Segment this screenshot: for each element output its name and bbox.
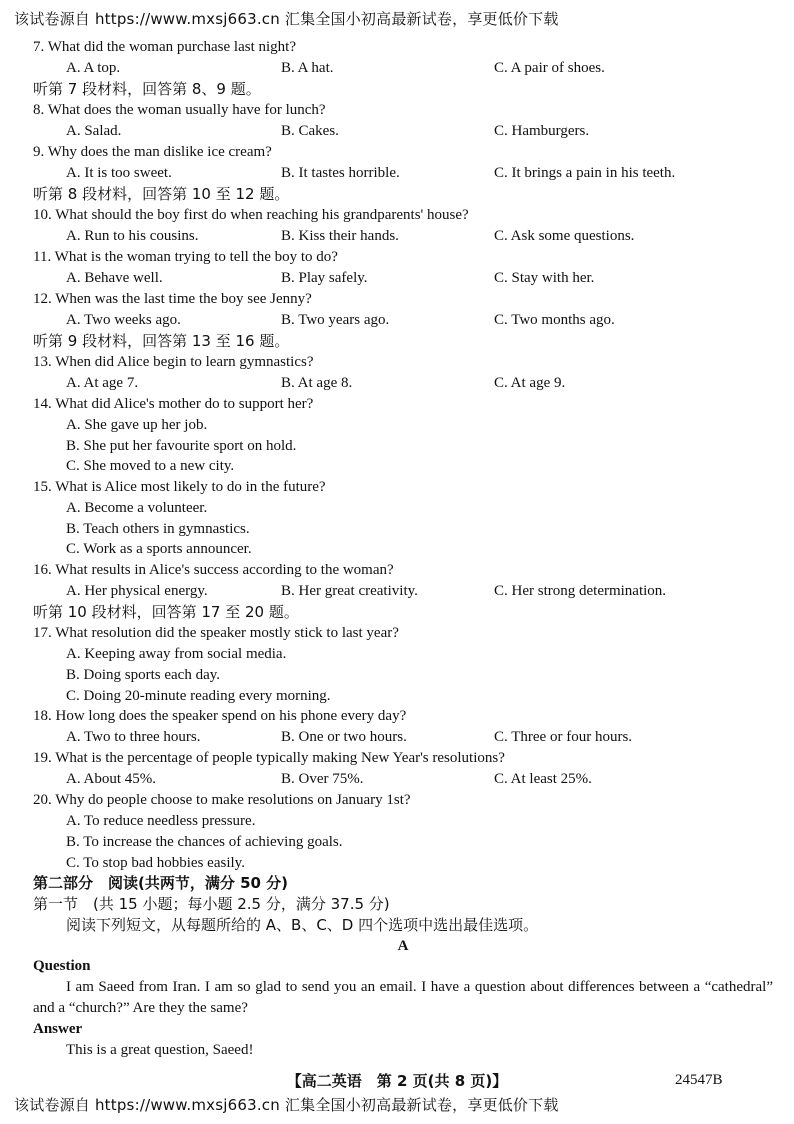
section-10-heading: 听第 10 段材料，回答第 17 至 20 题。 [33,603,299,622]
option-c: C. At least 25%. [494,771,592,788]
question-label: Question [33,958,91,975]
option-a: A. About 45%. [66,771,156,788]
option-a: A. Two weeks ago. [66,312,181,328]
option-a: A. Run to his cousins. [66,228,199,244]
option-c: C. Her strong determination. [494,583,667,600]
question-18-stem: 18. How long does the speaker spend on his phone every day? [33,708,407,725]
option-b: B. Her great creativity. [281,583,418,600]
question-20-option-a: A. To reduce needless pressure. [66,813,256,830]
option-a: A. Two to three hours. [66,729,201,746]
page-footer: 【高二英语 第 2 页(共 8 页)】 [286,1072,508,1090]
question-14-option-a: A. She gave up her job. [66,417,208,433]
paper-code: 24547B [675,1072,723,1088]
option-c: C. Hamburgers. [494,123,590,139]
question-7-options [33,58,773,79]
watermark-top: 该试卷源自 https://www.mxsj663.cn 汇集全国小初高最新试卷，享更低价下载 [14,10,559,28]
option-c: C. Stay with her. [494,270,595,286]
question-14-option-b: B. She put her favourite sport on hold. [66,437,297,454]
question-19-options [33,769,773,790]
question-20-option-c: C. To stop bad hobbies easily. [66,854,245,871]
option-b: B. A hat. [281,60,334,76]
question-20-option-b: B. To increase the chances of achieving goals. [66,833,343,850]
option-b: B. Over 75%. [281,771,364,788]
option-a: A. Behave well. [66,270,163,286]
reading-instruction: 阅读下列短文，从每题所给的 A、B、C、D 四个选项中选出最佳选项。 [66,916,539,935]
option-a: A. A top. [66,60,121,76]
part-two-heading: 第二部分 阅读(共两节，满分 50 分) [33,874,289,893]
question-9-stem: 9. Why does the man dislike ice cream? [33,144,272,160]
option-c: C. Ask some questions. [494,228,635,244]
option-c: C. Two months ago. [494,312,615,328]
option-b: B. Cakes. [281,123,339,139]
question-15-option-c: C. Work as a sports announcer. [66,541,252,558]
question-8-options [33,121,773,142]
option-c: C. It brings a pain in his teeth. [494,165,676,181]
question-16-options [33,581,773,602]
option-c: C. At age 9. [494,375,566,391]
section-8-heading: 听第 8 段材料，回答第 10 至 12 题。 [33,185,290,203]
question-11-options [33,268,773,289]
option-b: B. Kiss their hands. [281,228,399,244]
answer-label: Answer [33,1021,83,1038]
option-c: C. A pair of shoes. [494,60,605,76]
question-12-stem: 12. When was the last time the boy see Jenny? [33,291,312,307]
option-b: B. Play safely. [281,270,368,286]
question-20-stem: 20. Why do people choose to make resolutions on January 1st? [33,792,411,809]
option-a: A. It is too sweet. [66,165,172,181]
question-11-stem: 11. What is the woman trying to tell the boy to do? [33,249,338,265]
question-17-option-c: C. Doing 20-minute reading every morning. [66,687,331,704]
option-a: A. At age 7. [66,375,139,391]
question-15-option-a: A. Become a volunteer. [66,500,208,517]
question-paragraph: I am Saeed from Iran. I am so glad to send you an email. I have a question about differences between a “cathedral” and a “church?” Are they the same? [33,979,773,1017]
option-b: B. It tastes horrible. [281,165,400,181]
answer-paragraph: This is a great question, Saeed! [66,1042,254,1059]
option-c: C. Three or four hours. [494,729,633,746]
question-15-option-b: B. Teach others in gymnastics. [66,520,250,537]
question-8-stem: 8. What does the woman usually have for lunch? [33,102,326,118]
section-7-heading: 听第 7 段材料，回答第 8、9 题。 [33,80,261,98]
question-19-stem: 19. What is the percentage of people typically making New Year's resolutions? [33,750,505,767]
question-10-options [33,226,773,247]
question-10-stem: 10. What should the boy first do when reaching his grandparents' house? [33,207,469,223]
question-18-options [33,727,773,748]
question-17-option-b: B. Doing sports each day. [66,666,220,683]
section-9-heading: 听第 9 段材料，回答第 13 至 16 题。 [33,332,290,350]
passage-letter: A [397,938,409,955]
question-17-stem: 17. What resolution did the speaker mostly stick to last year? [33,625,399,642]
question-12-options [33,310,773,331]
question-15-stem: 15. What is Alice most likely to do in the future? [33,479,326,496]
question-13-options [33,373,773,394]
option-b: B. At age 8. [281,375,353,391]
question-17-option-a: A. Keeping away from social media. [66,646,287,663]
question-7-stem: 7. What did the woman purchase last night? [33,39,296,55]
question-9-options [33,163,773,184]
option-b: B. One or two hours. [281,729,407,746]
question-14-option-c: C. She moved to a new city. [66,458,235,475]
question-13-stem: 13. When did Alice begin to learn gymnastics? [33,354,314,370]
option-a: A. Salad. [66,123,122,139]
option-b: B. Two years ago. [281,312,390,328]
question-16-stem: 16. What results in Alice's success according to the woman? [33,562,394,579]
section-one-heading: 第一节 (共 15 小题；每小题 2.5 分，满分 37.5 分) [33,895,390,914]
watermark-bottom: 该试卷源自 https://www.mxsj663.cn 汇集全国小初高最新试卷，享更低价下载 [14,1096,559,1114]
exam-content [33,37,773,1061]
option-a: A. Her physical energy. [66,583,208,600]
question-14-stem: 14. What did Alice's mother do to support her? [33,396,314,412]
